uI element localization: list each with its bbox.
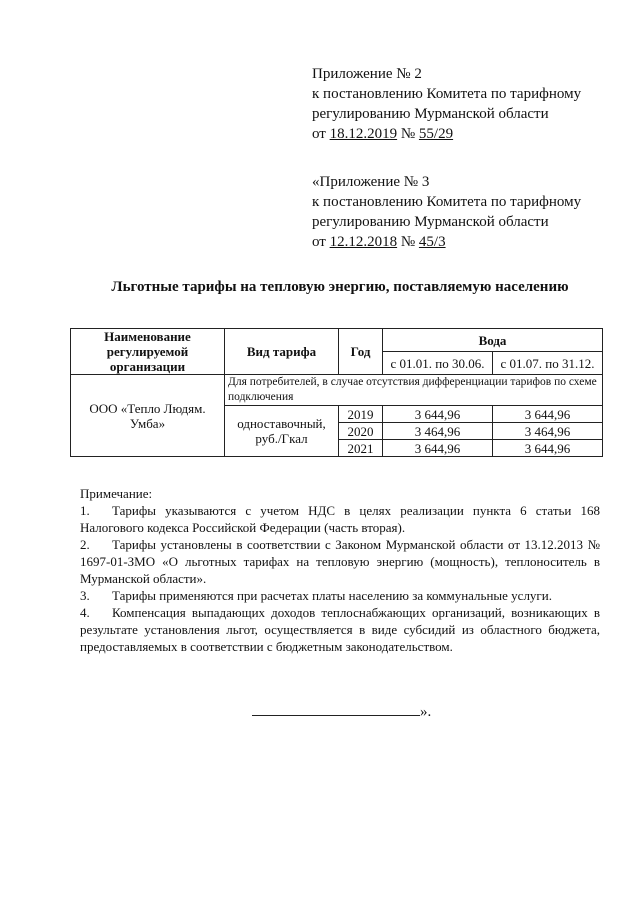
appendix-line: к постановлению Комитета по тарифному — [312, 86, 582, 102]
appendix-date-line — [312, 124, 632, 144]
header-water: Вода — [383, 329, 603, 352]
appendix-line: регулированию Мурманской области — [312, 106, 549, 122]
number-prefix: № — [397, 126, 419, 142]
signature-underline — [252, 703, 420, 716]
appendix-date-line — [312, 232, 632, 252]
header-year: Год — [339, 329, 383, 375]
note-text: Тарифы применяются при расчетах платы населению за коммунальные услуги. — [112, 588, 552, 603]
value-cell: 3 464,96 — [383, 423, 493, 440]
year-cell: 2020 — [339, 423, 383, 440]
tariff-type-cell: одноставочный, руб./Гкал — [225, 406, 339, 457]
value-cell: 3 644,96 — [383, 440, 493, 457]
appendix-header-2 — [312, 172, 632, 252]
note-item — [80, 502, 600, 536]
value-cell: 3 644,96 — [493, 406, 603, 423]
appendix-header-1 — [312, 64, 632, 144]
notes-heading: Примечание: — [80, 486, 153, 501]
tariff-table — [70, 328, 603, 457]
document-title: Льготные тарифы на тепловую энергию, поставляемую населению — [111, 279, 569, 295]
date-prefix: от — [312, 234, 330, 250]
value-cell: 3 644,96 — [493, 440, 603, 457]
number-prefix: № — [397, 234, 419, 250]
appendix-number: 45/3 — [418, 234, 446, 250]
note-text: Тарифы установлены в соответствии с Законом Мурманской области от 13.12.2013 № 1697-01-ЗМО «О льготных тарифах на тепловую энергию (мощность), теплоноситель в Мурманской области». — [80, 537, 600, 586]
year-cell: 2021 — [339, 440, 383, 457]
appendix-date: 12.12.2018 — [329, 234, 398, 250]
note-number: 3. — [80, 588, 90, 603]
appendix-line: Приложение № 2 — [312, 66, 422, 82]
consumer-note-cell: Для потребителей, в случае отсутствия дифференциации тарифов по схеме подключения — [225, 375, 603, 406]
note-number: 1. — [80, 503, 90, 518]
year-cell: 2019 — [339, 406, 383, 423]
org-name-cell: ООО «Тепло Людям. Умба» — [71, 375, 225, 457]
value-cell: 3 464,96 — [493, 423, 603, 440]
note-text: Компенсация выпадающих доходов теплоснабжающих организаций, возникающих в результате установления льгот, осуществляется в виде субсидий из областного бюджета, предоставляемых в соответствии с бюджетным законодательством. — [80, 605, 600, 654]
header-org: Наименование регулируемой организации — [71, 329, 225, 375]
closing-quote: ». — [420, 704, 432, 720]
notes-section — [80, 485, 600, 655]
appendix-date: 18.12.2019 — [329, 126, 398, 142]
appendix-line: к постановлению Комитета по тарифному — [312, 194, 582, 210]
header-period-1: с 01.01. по 30.06. — [383, 352, 493, 375]
note-text: Тарифы указываются с учетом НДС в целях реализации пункта 6 статьи 168 Налогового кодекса Российской Федерации (часть вторая). — [80, 503, 600, 535]
note-item — [80, 536, 600, 587]
header-tariff-type: Вид тарифа — [225, 329, 339, 375]
value-cell: 3 644,96 — [383, 406, 493, 423]
header-period-2: с 01.07. по 31.12. — [493, 352, 603, 375]
appendix-line: регулированию Мурманской области — [312, 214, 549, 230]
closing-signature-line — [252, 703, 431, 721]
appendix-number: 55/29 — [418, 126, 454, 142]
note-item — [80, 587, 600, 604]
note-number: 2. — [80, 537, 90, 552]
date-prefix: от — [312, 126, 330, 142]
note-item — [80, 604, 600, 655]
note-number: 4. — [80, 605, 90, 620]
appendix-line: «Приложение № 3 — [312, 174, 430, 190]
